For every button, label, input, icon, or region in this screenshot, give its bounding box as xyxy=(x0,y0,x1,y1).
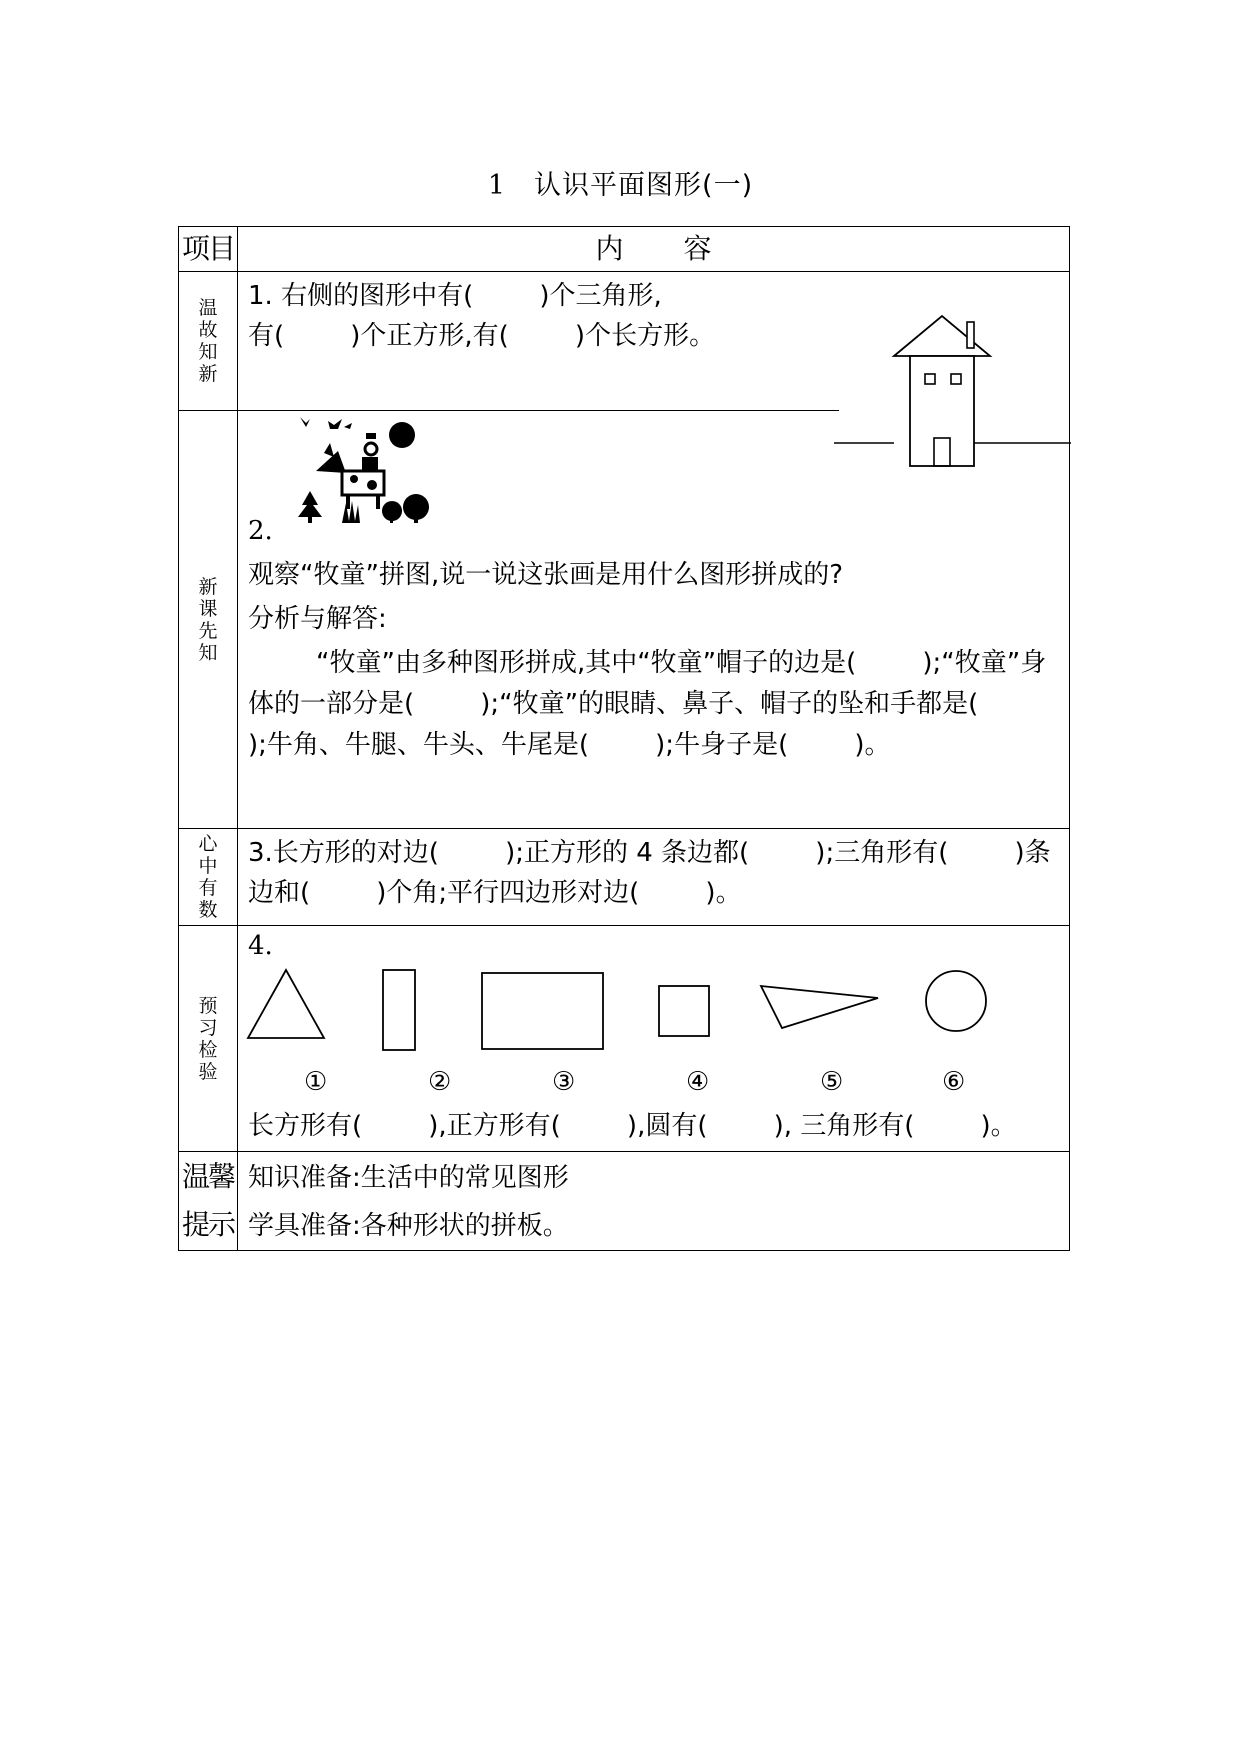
row-preview xyxy=(179,411,1070,829)
side-label-review: 温故知新 xyxy=(198,297,218,385)
question-4-text: 长方形有( ),正方形有( ),圆有( ), 三角形有( )。 xyxy=(248,1111,1017,1141)
row-check xyxy=(179,926,1070,1152)
question-2-text: 观察“牧童”拼图,说一说这张画是用什么图形拼成的? xyxy=(248,560,844,590)
header-content: 内容 xyxy=(238,227,1070,272)
preview-content xyxy=(238,411,1070,829)
side-label-tips: 温馨提示 xyxy=(181,1160,234,1241)
analysis-label: 分析与解答: xyxy=(248,604,387,634)
shape-label-1: ① xyxy=(304,1067,328,1097)
side-label-understanding: 心中有数 xyxy=(198,833,218,921)
question-3-text: 3.长方形的对边( );正方形的 4 条边都( );三角形有( )条边和( )个角;平行四边形对边( )。 xyxy=(248,838,1051,908)
side-label-preview: 新课先知 xyxy=(198,575,218,664)
side-label-check: 预习检验 xyxy=(198,994,218,1083)
shape-label-2: ② xyxy=(428,1067,452,1097)
shape-rectangle xyxy=(482,973,603,1049)
question-2-answer: “牧童”由多种图形拼成,其中“牧童”帽子的边是( );“牧童”身体的一部分是( );“牧童”的眼睛、鼻子、帽子的坠和手都是( );牛角、牛腿、牛头、牛尾是( );牛身子是( )。 xyxy=(248,648,1047,760)
shape-obtuse-triangle xyxy=(761,986,878,1028)
question-1-line-2: 有( )个正方形,有( )个长方形。 xyxy=(248,321,716,351)
shape-square xyxy=(659,986,709,1036)
worksheet-table xyxy=(178,226,1070,1251)
review-content xyxy=(238,272,1070,411)
check-content xyxy=(238,926,1070,1152)
row-understanding xyxy=(179,829,1070,926)
row-review xyxy=(179,272,1070,411)
shape-label-6: ⑥ xyxy=(942,1067,966,1097)
row-tips xyxy=(179,1152,1070,1251)
shape-triangle xyxy=(248,970,324,1038)
title-text: 认识平面图形(一) xyxy=(534,170,754,201)
shape-narrow-rectangle xyxy=(383,970,415,1050)
title-number: 1 xyxy=(487,170,507,201)
question-2-number: 2. xyxy=(248,516,273,546)
page-title xyxy=(0,163,1241,202)
shape-label-4: ④ xyxy=(686,1067,710,1097)
shape-label-5: ⑤ xyxy=(820,1067,844,1097)
shape-circle xyxy=(926,971,986,1031)
shape-label-3: ③ xyxy=(552,1067,576,1097)
header-row xyxy=(179,227,1070,272)
tip-tools: 学具准备:各种形状的拼板。 xyxy=(248,1211,569,1241)
cowherd-puzzle-image xyxy=(280,413,450,523)
tip-knowledge: 知识准备:生活中的常见图形 xyxy=(248,1163,569,1193)
header-project: 项目 xyxy=(179,227,238,272)
shapes-figure xyxy=(246,966,1046,1056)
question-4-number: 4. xyxy=(248,931,273,961)
question-1-line-1: 1. 右侧的图形中有( )个三角形, xyxy=(248,281,662,311)
tips-content xyxy=(238,1152,1070,1251)
understanding-content xyxy=(238,829,1070,926)
shape-labels xyxy=(248,1062,1061,1102)
